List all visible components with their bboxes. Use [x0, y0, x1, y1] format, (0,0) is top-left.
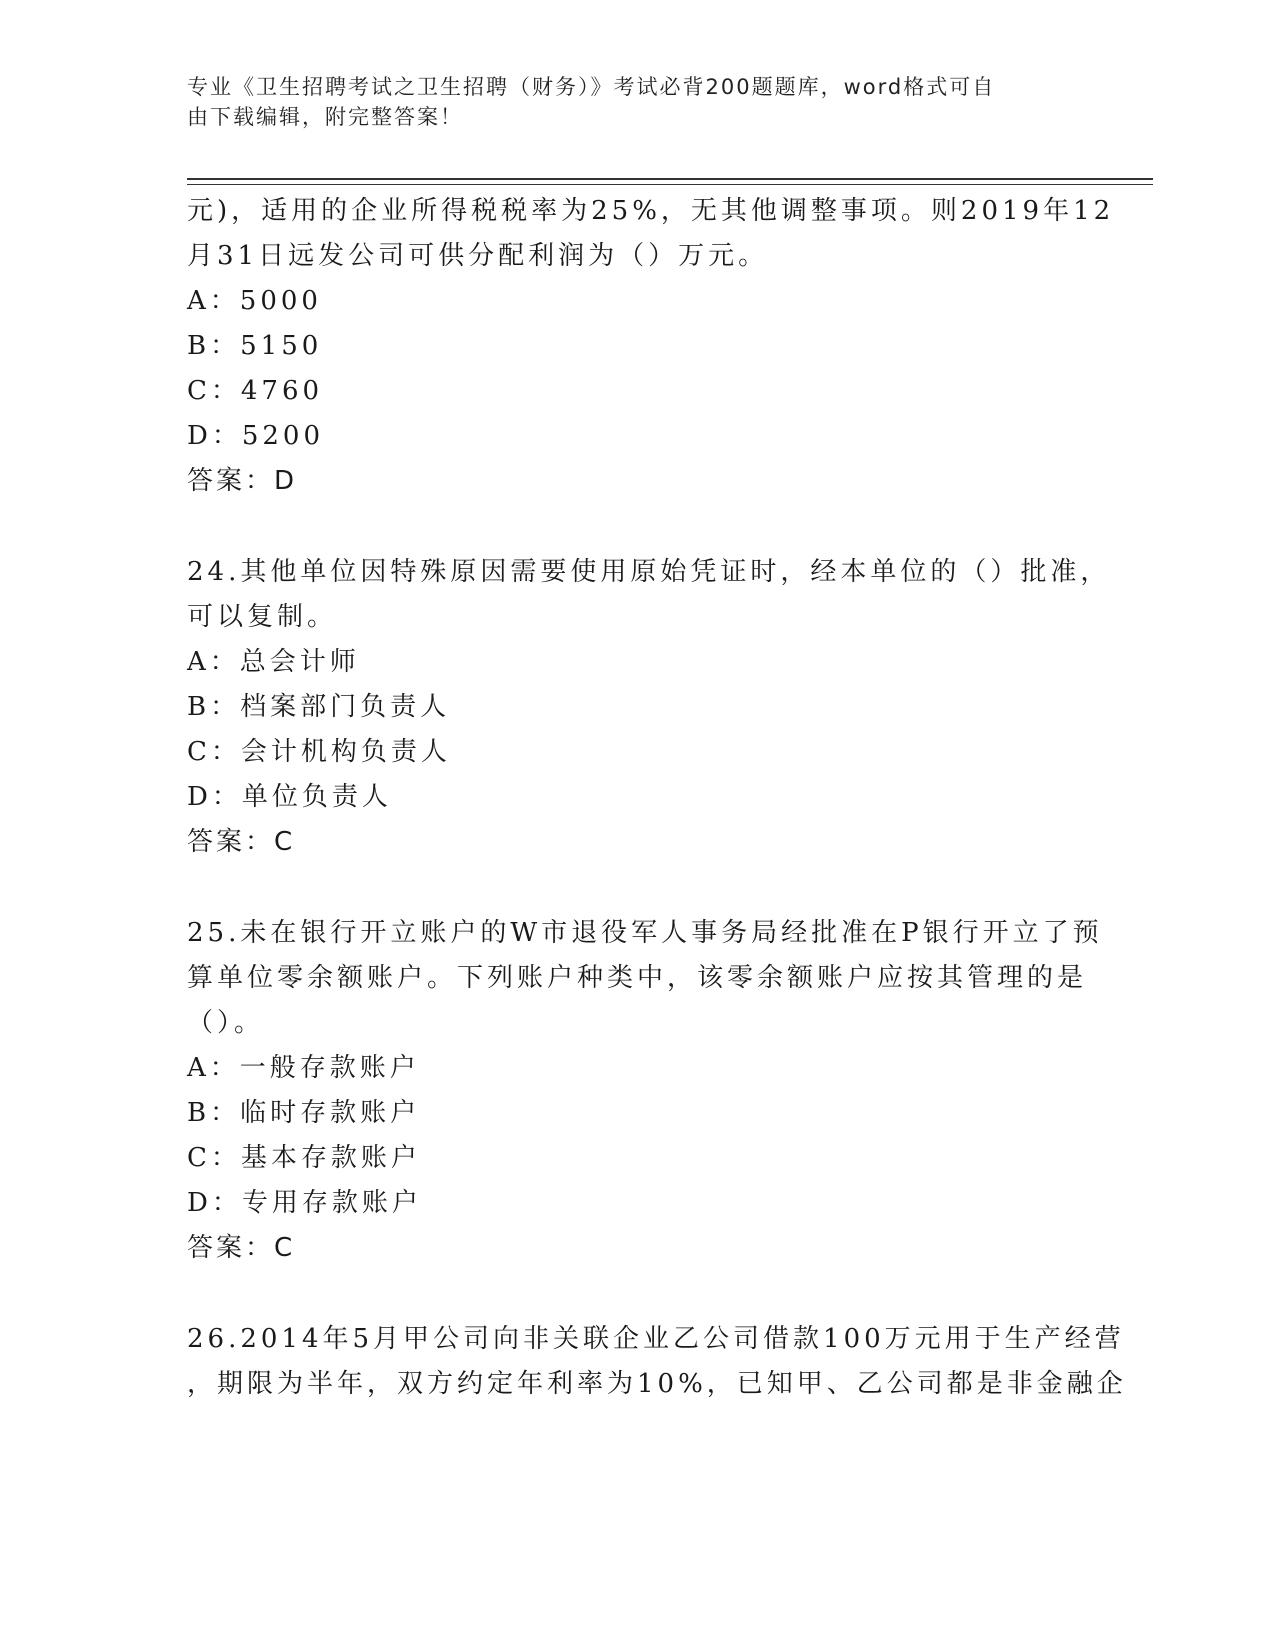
question-25 — [187, 911, 1103, 1271]
header-line: 专业《卫生招聘考试之卫生招聘（财务）》考试必背200题题库，word格式可自 — [187, 75, 996, 99]
option-c: C：4760 — [187, 376, 324, 406]
question-content — [187, 189, 1127, 1407]
spacer — [187, 1271, 1087, 1317]
option-a: A：一般存款账户 — [187, 1053, 420, 1083]
answer-line: 答案：C — [187, 1233, 296, 1263]
spacer — [187, 504, 1087, 550]
header-divider-thin — [187, 184, 1153, 185]
question-text-line: 可以复制。 — [187, 602, 338, 632]
option-b: B：档案部门负责人 — [187, 692, 451, 722]
question-text-line: 算单位零余额账户。下列账户种类中，该零余额账户应按其管理的是 — [187, 963, 1088, 993]
question-24 — [187, 550, 1111, 865]
option-d: D：5200 — [187, 421, 325, 451]
question-text-line: 24.其他单位因特殊原因需要使用原始凭证时，经本单位的（）批准， — [187, 557, 1111, 587]
option-d: D：单位负责人 — [187, 782, 392, 812]
question-text-line: 25.未在银行开立账户的W市退役军人事务局经批准在P银行开立了预 — [187, 918, 1103, 948]
question-text-line: 26.2014年5月甲公司向非关联企业乙公司借款100万元用于生产经营 — [187, 1324, 1125, 1354]
question-text-line: ，期限为半年，双方约定年利率为10%，已知甲、乙公司都是非金融企 — [187, 1369, 1127, 1399]
question-text-line: （）。 — [187, 1008, 265, 1038]
option-c: C：基本存款账户 — [187, 1143, 421, 1173]
question-text-line: 元)，适用的企业所得税税率为25%，无其他调整事项。则2019年12 — [187, 196, 1115, 226]
question-26 — [187, 1317, 1127, 1407]
option-d: D：专用存款账户 — [187, 1188, 422, 1218]
question-text-line: 月31日远发公司可供分配利润为（）万元。 — [187, 241, 769, 271]
answer-line: 答案：D — [187, 466, 298, 496]
document-header — [187, 72, 1067, 132]
option-a: A：总会计师 — [187, 647, 360, 677]
option-c: C：会计机构负责人 — [187, 737, 451, 767]
header-divider-thick — [187, 178, 1153, 180]
option-b: B：5150 — [187, 331, 323, 361]
answer-line: 答案：C — [187, 827, 296, 857]
option-b: B：临时存款账户 — [187, 1098, 421, 1128]
question-23-continuation — [187, 189, 1115, 504]
spacer — [187, 865, 1087, 911]
option-a: A：5000 — [187, 286, 322, 316]
header-line: 由下载编辑，附完整答案！ — [187, 105, 463, 129]
